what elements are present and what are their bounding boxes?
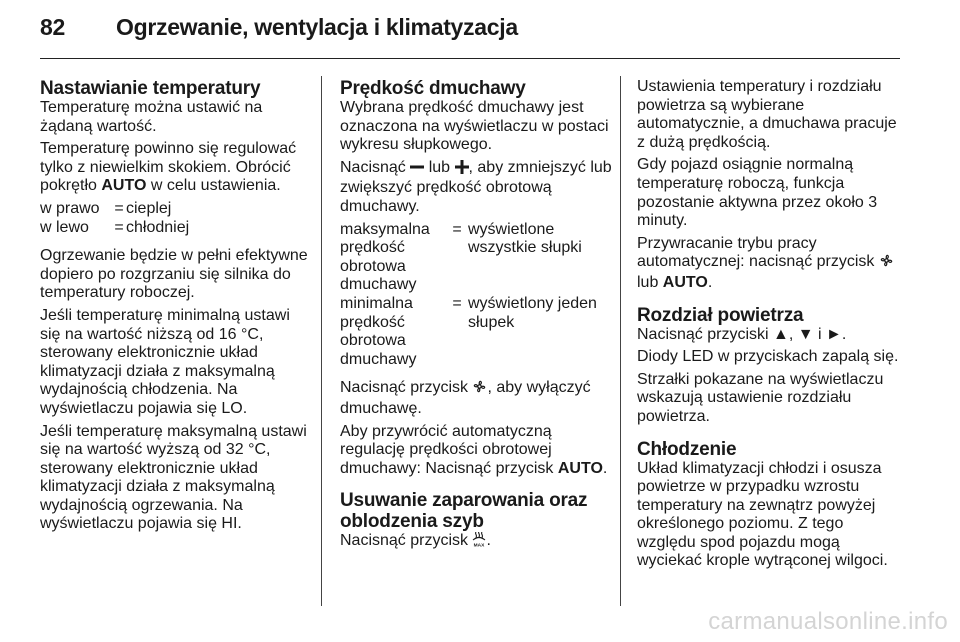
paragraph: Nacisnąć lub , aby zmniejszyć lub zwiększyć prędkość obrotową dmuchawy. xyxy=(340,158,612,215)
paragraph: Strzałki pokazane na wyświetlaczu wskazują ustawienie rozdziału powietrza. xyxy=(637,370,884,425)
max-defrost-icon xyxy=(472,532,486,553)
temperature-direction-table xyxy=(40,200,189,237)
svg-text:MAX: MAX xyxy=(474,543,485,548)
table-row: maksymalna prędkość obrotowa dmuchawy = wyświetlone wszystkie słupki xyxy=(340,220,582,294)
paragraph: Układ klimatyzacji chłodzi i osusza powietrze w przypadku wzrostu temperatury na zewnątrz powyżej określonego poziomu. Z tego względu spod pojazdu mogą wyciekać krople wytrąconej wilgoci. xyxy=(637,459,888,570)
section-heading-temperature: Nastawianie temperatury xyxy=(40,78,261,99)
paragraph: Temperaturę można ustawić na żądaną wartość. xyxy=(40,99,263,135)
section-heading-defrost: Usuwanie zaparowania oraz oblodzenia szyb xyxy=(340,490,588,533)
paragraph: Nacisnąć przyciski ▲, ▼ i ►. xyxy=(637,325,847,343)
table-row: w lewo = chłodniej xyxy=(40,218,190,236)
paragraph: Jeśli temperaturę minimalną ustawi się na wartość niższą od 16 °C, sterowany elektronicznie układ klimatyzacji działa z maksymalną wydajnością chłodzenia. Na wyświetlaczu pojawia się LO. xyxy=(40,306,290,417)
paragraph: Ogrzewanie będzie w pełni efektywne dopiero po rozgrzaniu się silnika do temperatury roboczej. xyxy=(40,247,308,302)
section-heading-air-distribution: Rozdział powietrza xyxy=(637,304,804,326)
column-divider-2 xyxy=(620,76,621,606)
fan-icon xyxy=(472,379,487,400)
column-3 xyxy=(637,78,905,575)
auto-label: AUTO xyxy=(557,459,603,477)
paragraph: Aby przywrócić automatyczną regulację prędkości obrotowej dmuchawy: Nacisnąć przycisk AUTO. xyxy=(340,422,608,477)
header-divider xyxy=(40,58,900,59)
plus-icon xyxy=(455,160,469,180)
table-row: w prawo = cieplej xyxy=(40,199,172,217)
paragraph: Przywracanie trybu pracy automatycznej: nacisnąć przycisk lub AUTO. xyxy=(637,235,905,293)
paragraph: Wybrana prędkość dmuchawy jest oznaczona na wyświetlaczu w postaci wykresu słupkowego. xyxy=(340,99,609,154)
watermark: carmanualsonline.info xyxy=(708,608,948,635)
section-heading-cooling: Chłodzenie xyxy=(637,438,737,460)
minus-icon xyxy=(410,160,424,180)
paragraph: Ustawienia temperatury i rozdziału powietrza są wybierane automatycznie, a dmuchawa pracuje z dużą prędkością. xyxy=(637,78,897,151)
page-title: Ogrzewanie, wentylacja i klimatyzacja xyxy=(116,14,518,40)
paragraph: Jeśli temperaturę maksymalną ustawi się na wartość wyższą od 32 °C, sterowany elektronicznie układ klimatyzacji działa z maksymalną wydajnością ogrzewania. Na wyświetlaczu pojawia się HI. xyxy=(40,422,307,533)
column-2 xyxy=(340,78,612,557)
page-number: 82 xyxy=(40,14,65,40)
auto-label: AUTO xyxy=(101,177,147,195)
column-divider-1 xyxy=(321,76,322,606)
auto-label: AUTO xyxy=(662,273,708,291)
paragraph: Temperaturę powinno się regulować tylko z niewielkim skokiem. Obrócić pokrętło AUTO w celu ustawienia. xyxy=(40,140,297,195)
section-heading-fan-speed: Prędkość dmuchawy xyxy=(340,78,526,99)
paragraph: Nacisnąć przycisk MAX . xyxy=(340,532,612,553)
table-row: minimalna prędkość obrotowa dmuchawy = wyświetlony jeden słupek xyxy=(340,294,597,368)
fan-icon xyxy=(879,253,894,274)
paragraph: Gdy pojazd osiągnie normalną temperaturę roboczą, funkcja pozostanie aktywna przez około 3 minuty. xyxy=(637,156,878,230)
paragraph: Diody LED w przyciskach zapalą się. xyxy=(637,348,899,366)
column-1 xyxy=(40,78,312,538)
paragraph: Nacisnąć przycisk , aby wyłączyć dmuchawę. xyxy=(340,379,591,417)
fan-speed-table xyxy=(340,221,612,370)
